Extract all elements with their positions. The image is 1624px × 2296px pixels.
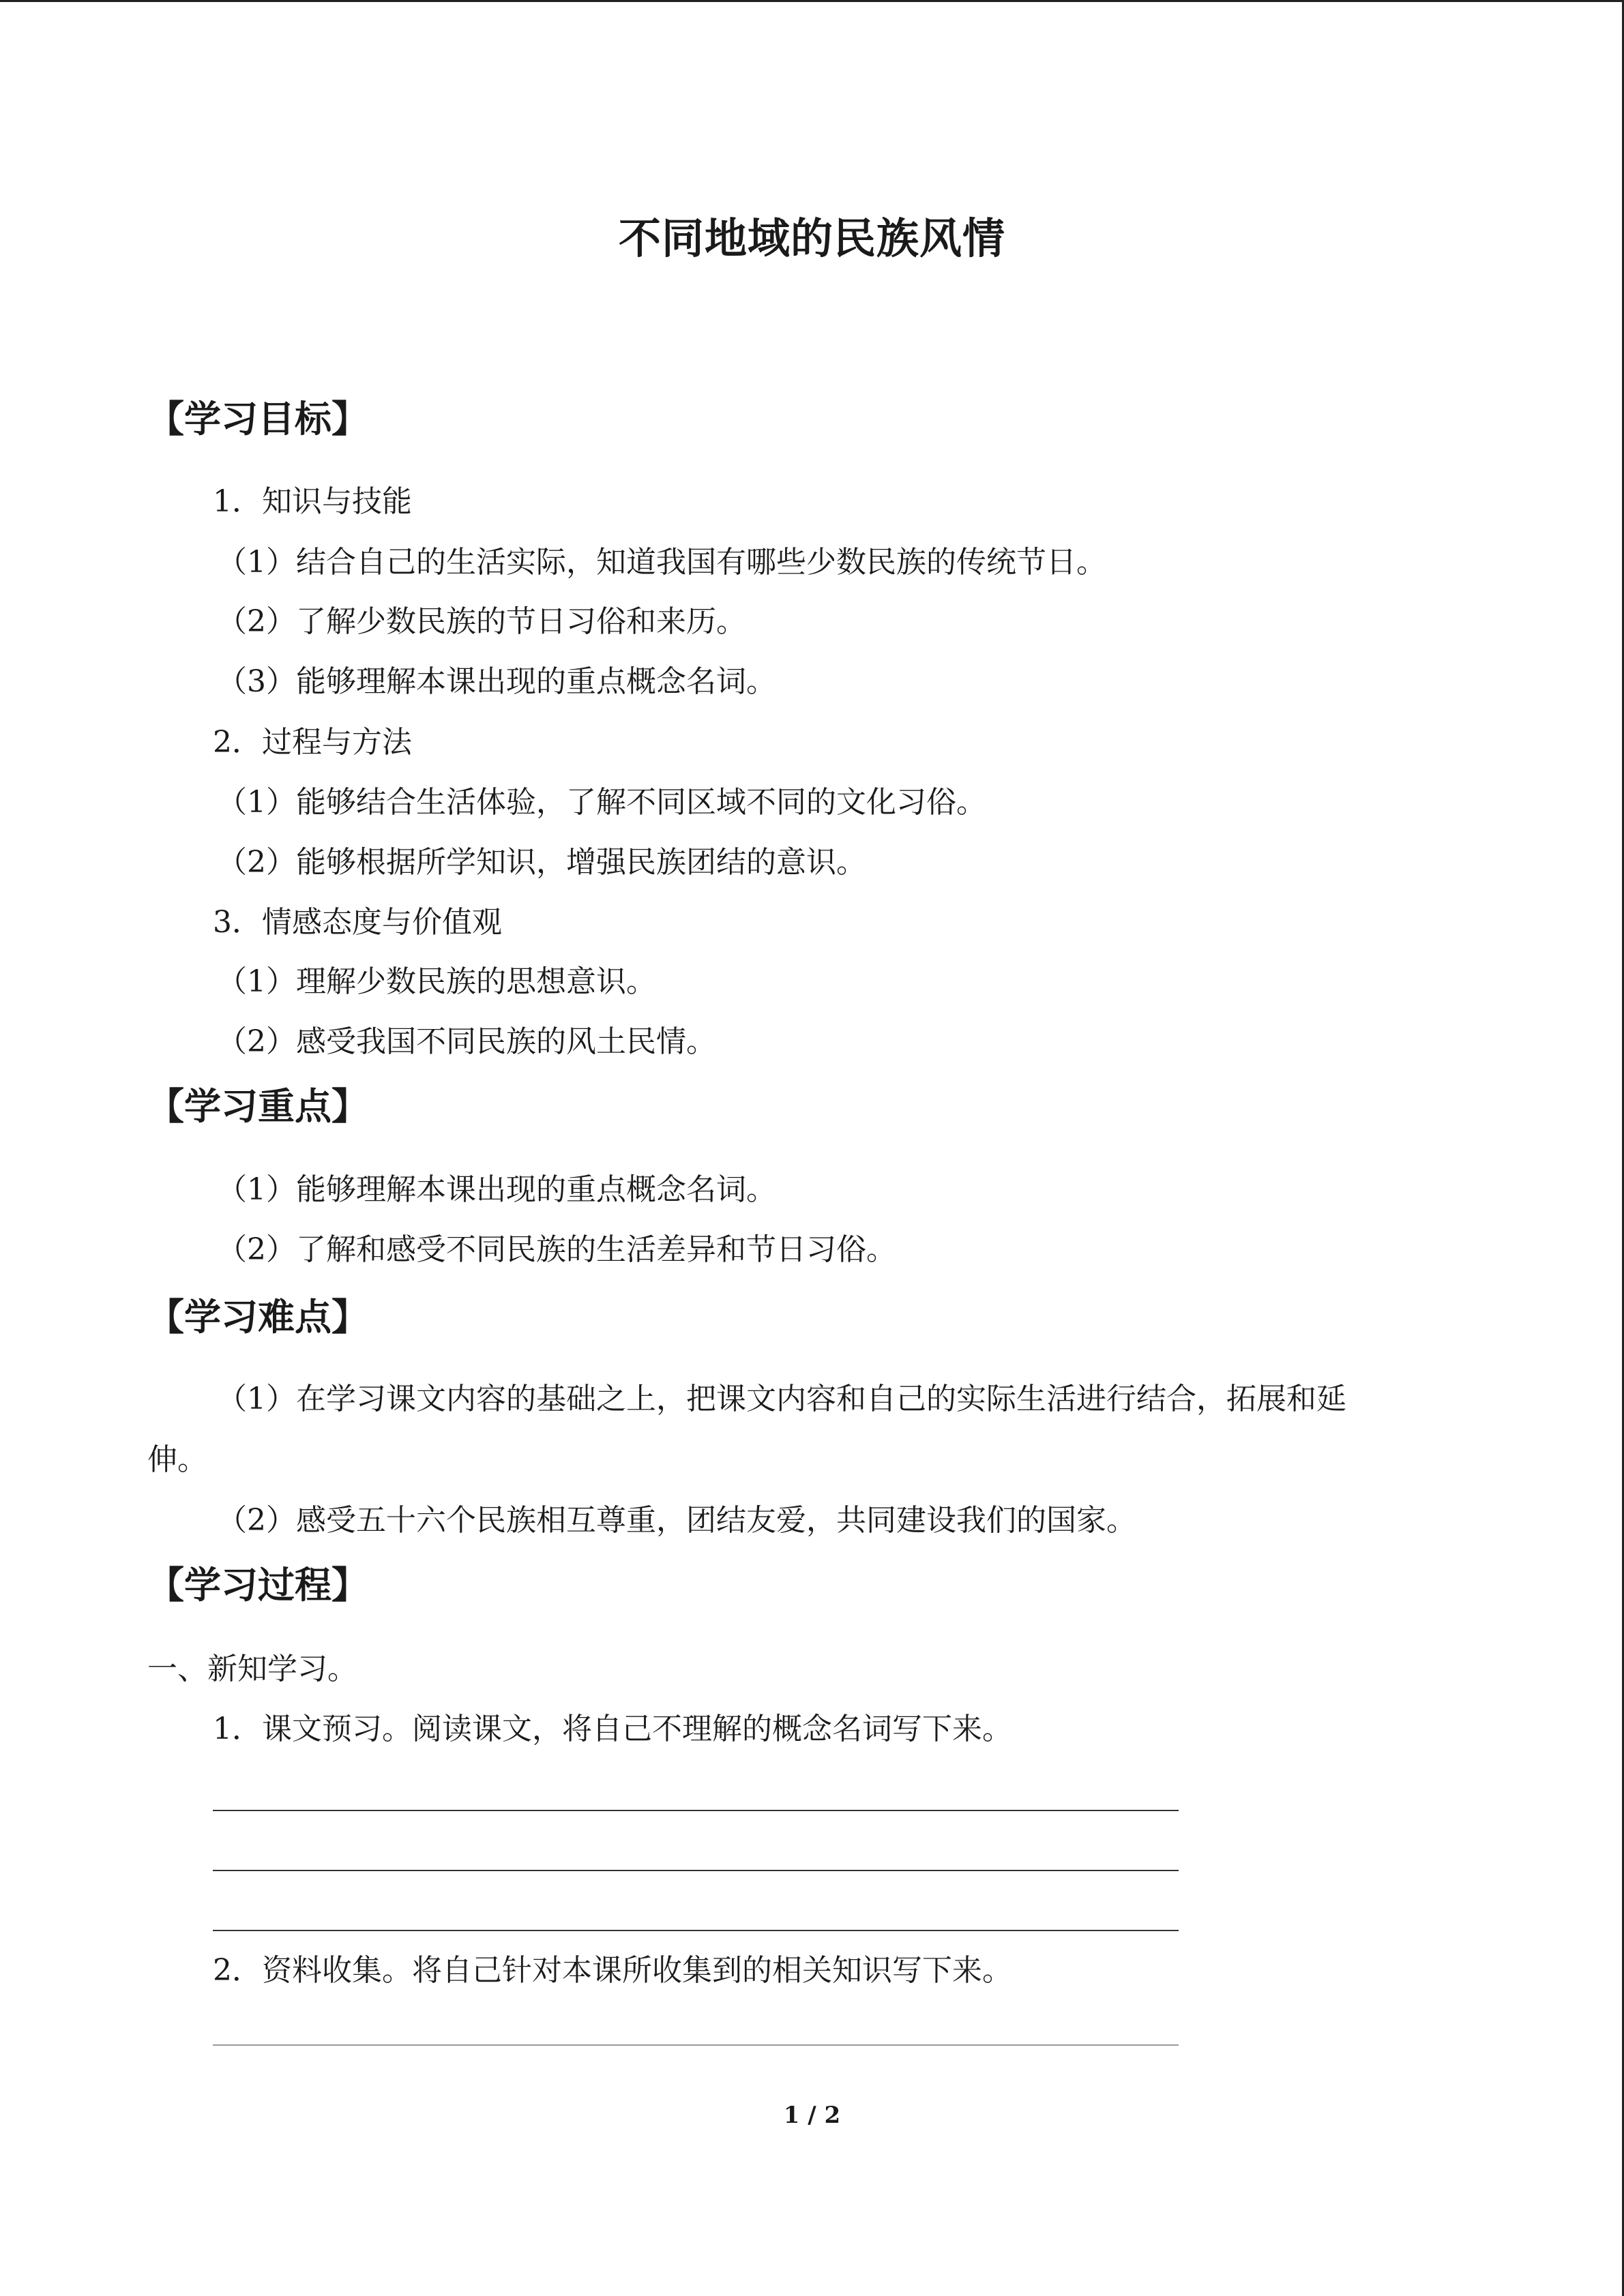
key-point-item: （1）能够理解本课出现的重点概念名词。: [217, 1172, 776, 1207]
page-title: 不同地域的民族风情: [618, 213, 1005, 263]
process-part-heading: 一、新知学习。: [147, 1652, 357, 1686]
objectives-subheading-process: 2．过程与方法: [213, 725, 412, 760]
objectives-item: （1）理解少数民族的思想意识。: [217, 964, 656, 999]
key-point-item: （2）了解和感受不同民族的生活差异和节日习俗。: [217, 1232, 896, 1267]
section-heading-objectives: 【学习目标】: [147, 398, 368, 441]
objectives-item: （2）能够根据所学知识，增强民族团结的意识。: [217, 845, 866, 880]
section-heading-key-points: 【学习重点】: [147, 1085, 368, 1128]
answer-blank-line[interactable]: [213, 1810, 1179, 1811]
difficulty-item-continuation: 伸。: [147, 1442, 207, 1477]
objectives-item: （2）了解少数民族的节日习俗和来历。: [217, 604, 746, 639]
section-heading-difficulties: 【学习难点】: [147, 1296, 368, 1339]
page-number: 1 / 2: [783, 2102, 841, 2129]
objectives-subheading-attitude: 3．情感态度与价值观: [213, 905, 502, 940]
answer-blank-line[interactable]: [213, 2044, 1179, 2046]
process-task-collect: 2．资料收集。将自己针对本课所收集到的相关知识写下来。: [213, 1953, 1012, 1988]
answer-blank-line[interactable]: [213, 1870, 1179, 1871]
difficulty-item: （2）感受五十六个民族相互尊重，团结友爱，共同建设我们的国家。: [217, 1503, 1136, 1538]
difficulty-item: （1）在学习课文内容的基础之上，把课文内容和自己的实际生活进行结合，拓展和延: [217, 1382, 1346, 1416]
objectives-item: （1）能够结合生活体验，了解不同区域不同的文化习俗。: [217, 785, 986, 820]
objectives-item: （3）能够理解本课出现的重点概念名词。: [217, 664, 776, 699]
objectives-subheading-knowledge: 1．知识与技能: [213, 484, 412, 519]
process-task-preview: 1．课文预习。阅读课文，将自己不理解的概念名词写下来。: [213, 1712, 1012, 1746]
page-border-top: [0, 0, 1624, 2]
answer-blank-line[interactable]: [213, 1930, 1179, 1931]
objectives-item: （2）感受我国不同民族的风土民情。: [217, 1024, 716, 1059]
objectives-item: （1）结合自己的生活实际，知道我国有哪些少数民族的传统节日。: [217, 545, 1106, 580]
section-heading-process: 【学习过程】: [147, 1564, 368, 1607]
